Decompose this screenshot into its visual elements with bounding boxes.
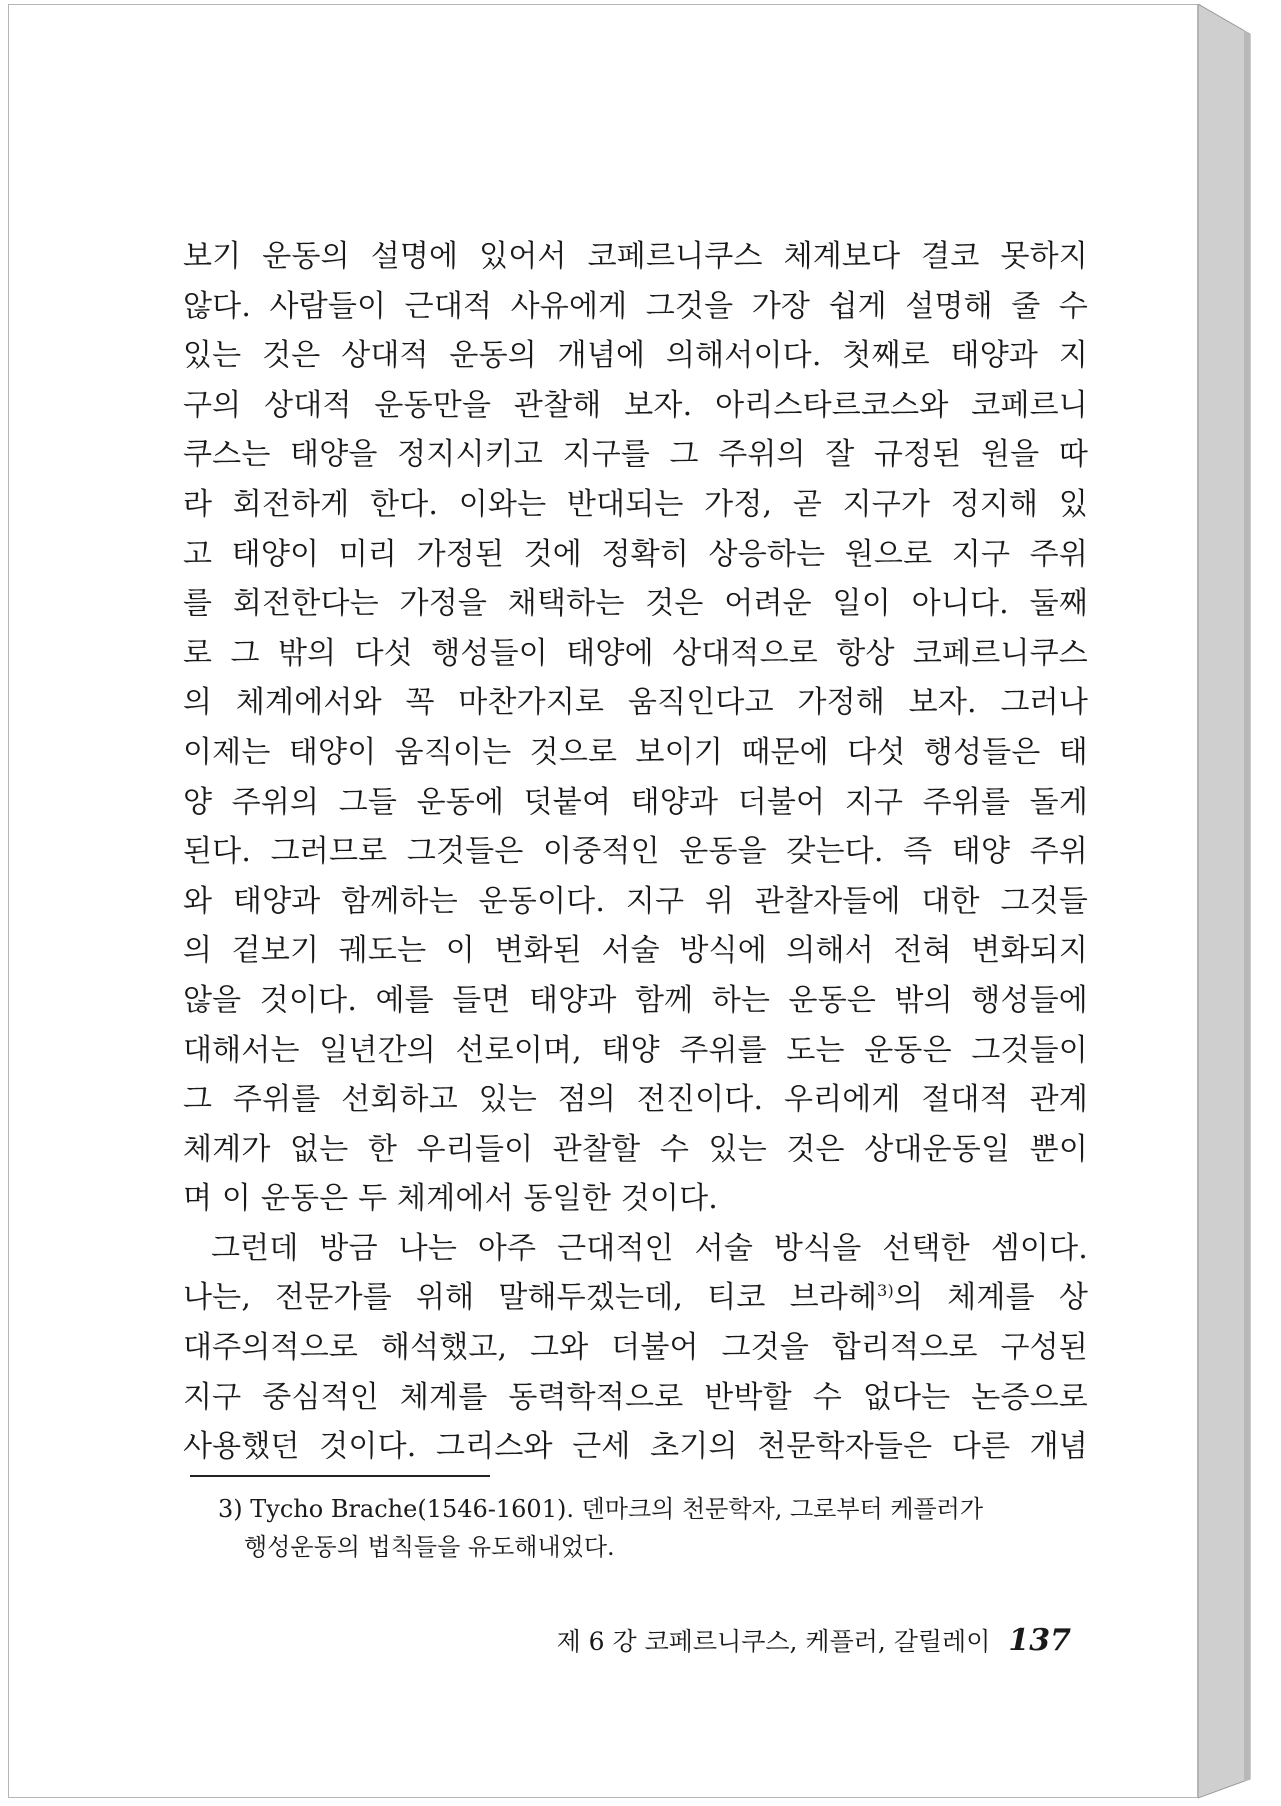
text-segment: 의 체계를 상 — [894, 1280, 1089, 1316]
text-line: 체계가 없는 한 우리들이 관찰할 수 있는 것은 상대운동일 뿐이 — [183, 1131, 1088, 1167]
footnote-line — [218, 1490, 1098, 1528]
footnote-text: Tycho Brache(1546-1601). 덴마크의 천문학자, 그로부터 케플러가 — [250, 1495, 984, 1523]
text-line: 구의 상대적 운동만을 관찰해 보자. 아리스타르코스와 코페르니 — [183, 387, 1088, 423]
footnote-label: 3) — [218, 1495, 243, 1523]
footnote-reference[interactable]: 3) — [877, 1281, 894, 1301]
body-text — [183, 232, 1088, 1472]
running-footer — [557, 1622, 1071, 1658]
text-line-with-footnote — [183, 1273, 1088, 1323]
text-line: 않을 것이다. 예를 들면 태양과 함께 하는 운동은 밖의 행성들에 — [183, 982, 1088, 1018]
text-line: 쿠스는 태양을 정지시키고 지구를 그 주위의 잘 규정된 원을 따 — [183, 437, 1088, 473]
text-line: 의 겉보기 궤도는 이 변화된 서술 방식에 의해서 전혀 변화되지 — [183, 933, 1088, 969]
text-line: 그런데 방금 나는 아주 근대적인 서술 방식을 선택한 셈이다. — [211, 1230, 1088, 1266]
page-edge-shape — [1198, 4, 1281, 1804]
text-line: 않다. 사람들이 근대적 사유에게 그것을 가장 쉽게 설명해 줄 수 — [183, 288, 1088, 324]
page-number: 137 — [1008, 1623, 1071, 1658]
text-line: 며 이 운동은 두 체계에서 동일한 것이다. — [183, 1181, 719, 1217]
chapter-title: 제 6 강 코페르니쿠스, 케플러, 갈릴레이 — [556, 1627, 991, 1656]
text-line: 사용했던 것이다. 그리스와 근세 초기의 천문학자들은 다른 개념 — [183, 1429, 1088, 1465]
text-line: 로 그 밖의 다섯 행성들이 태양에 상대적으로 항상 코페르니쿠스 — [183, 635, 1088, 671]
text-line: 그 주위를 선회하고 있는 점의 전진이다. 우리에게 절대적 관계 — [183, 1082, 1088, 1118]
text-line: 와 태양과 함께하는 운동이다. 지구 위 관찰자들에 대한 그것들 — [183, 883, 1088, 919]
text-line: 대해서는 일년간의 선로이며, 태양 주위를 도는 운동은 그것들이 — [183, 1032, 1088, 1068]
text-line: 양 주위의 그들 운동에 덧붙여 태양과 더불어 지구 주위를 돌게 — [183, 784, 1088, 820]
text-line: 지구 중심적인 체계를 동력학적으로 반박할 수 없다는 논증으로 — [183, 1379, 1088, 1415]
footnote-line: 행성운동의 법칙들을 유도해내었다. — [244, 1533, 615, 1561]
text-segment: 나는, 전문가를 위해 말해두겠는데, 티코 브라헤 — [183, 1280, 878, 1316]
text-line: 이제는 태양이 움직이는 것으로 보이기 때문에 다섯 행성들은 태 — [183, 734, 1088, 770]
text-line: 대주의적으로 해석했고, 그와 더불어 그것을 합리적으로 구성된 — [183, 1330, 1088, 1366]
text-line: 고 태양이 미리 가정된 것에 정확히 상응하는 원으로 지구 주위 — [183, 536, 1088, 572]
footnote — [218, 1490, 1098, 1566]
text-line: 를 회전한다는 가정을 채택하는 것은 어려운 일이 아니다. 둘째 — [183, 586, 1088, 622]
text-line: 라 회전하게 한다. 이와는 반대되는 가정, 곧 지구가 정지해 있 — [183, 486, 1088, 522]
text-line: 보기 운동의 설명에 있어서 코페르니쿠스 체계보다 결코 못하지 — [183, 239, 1088, 274]
text-line: 된다. 그러므로 그것들은 이중적인 운동을 갖는다. 즉 태양 주위 — [183, 834, 1088, 870]
text-line: 있는 것은 상대적 운동의 개념에 의해서이다. 첫째로 태양과 지 — [183, 338, 1088, 374]
footnote-divider — [190, 1475, 490, 1477]
text-line: 의 체계에서와 꼭 마찬가지로 움직인다고 가정해 보자. 그러나 — [183, 685, 1088, 721]
